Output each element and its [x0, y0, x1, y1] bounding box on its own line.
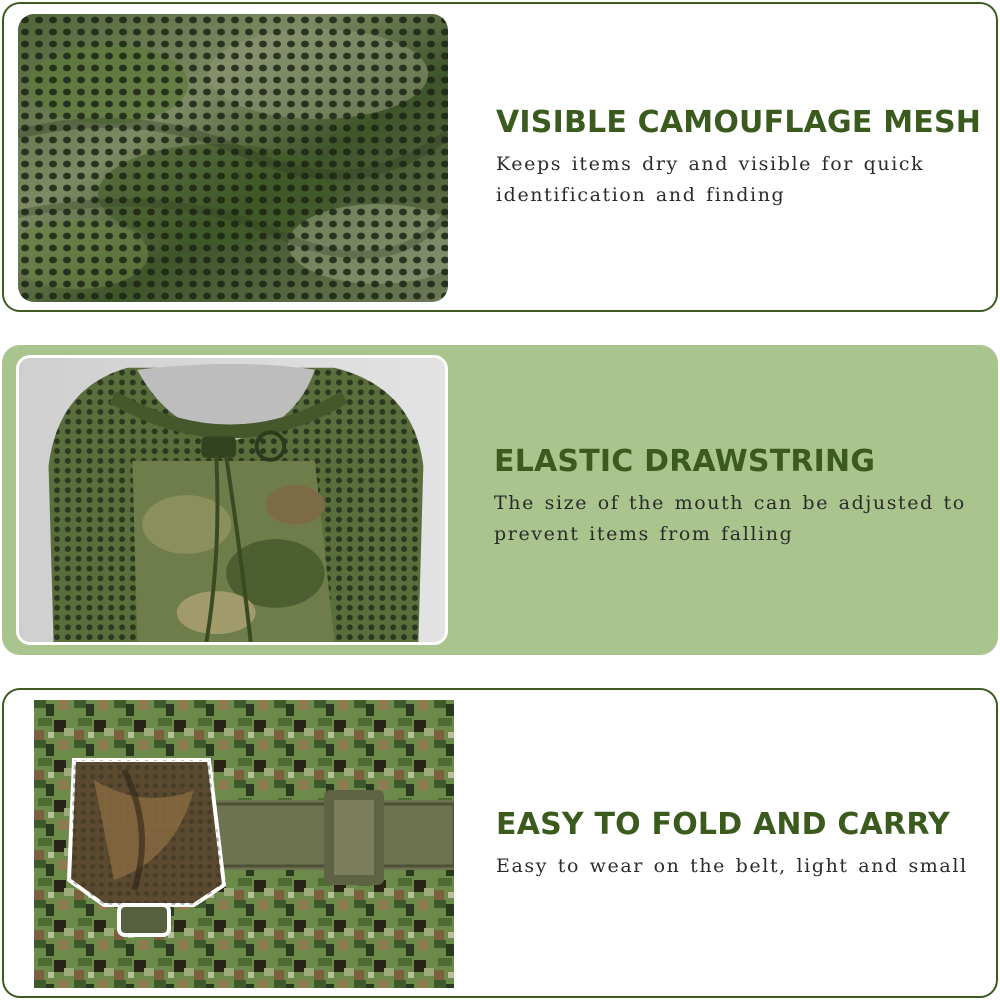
- feature-description-line: The size of the mouth can be adjusted to: [494, 492, 966, 514]
- feature-description: [496, 851, 986, 882]
- feature-heading: EASY TO FOLD AND CARRY: [496, 807, 950, 842]
- feature-heading: ELASTIC DRAWSTRING: [494, 444, 876, 479]
- feature-heading: VISIBLE CAMOUFLAGE MESH: [496, 105, 982, 140]
- drawstring-bag-image: [19, 358, 445, 642]
- feature-description: [496, 149, 986, 211]
- feature-description-line: prevent items from falling: [494, 523, 794, 545]
- feature-panel-fold-and-carry: [2, 688, 998, 998]
- belt-carry-photo: [34, 700, 454, 988]
- feature-description: [494, 488, 984, 550]
- feature-text-block: [494, 445, 984, 550]
- feature-panel-camouflage-mesh: [2, 2, 998, 312]
- feature-description-line: identification and finding: [496, 184, 786, 206]
- feature-description-line: Keeps items dry and visible for quick: [496, 153, 925, 175]
- feature-text-block: [496, 106, 986, 211]
- drawstring-photo: [16, 355, 448, 645]
- feature-panel-elastic-drawstring: [2, 345, 998, 655]
- camouflage-mesh-photo: [18, 14, 448, 302]
- feature-text-block: [496, 808, 986, 882]
- belt-pouch-image: [34, 700, 454, 988]
- mesh-texture-image: [18, 14, 448, 302]
- feature-description-line: Easy to wear on the belt, light and small: [496, 855, 968, 877]
